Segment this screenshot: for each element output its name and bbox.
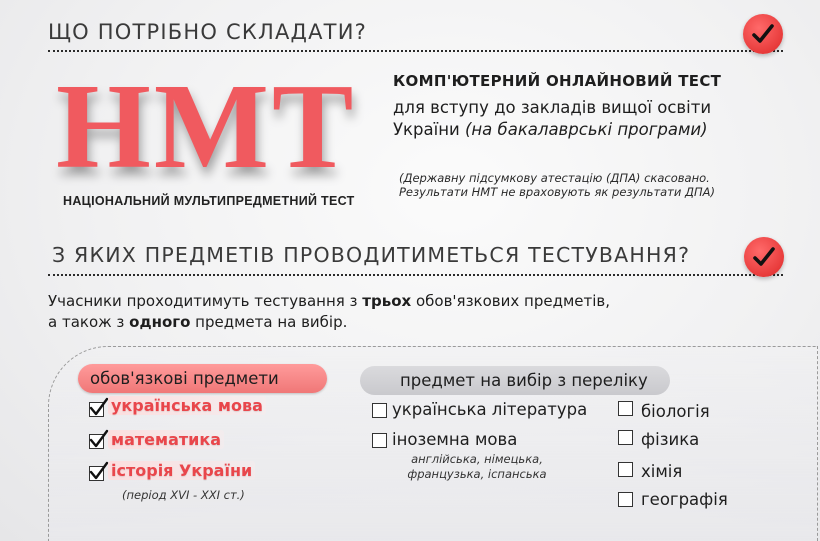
test-description-line2 xyxy=(393,119,711,141)
intro-text-part: а також з xyxy=(48,313,130,331)
foreign-languages-note xyxy=(402,452,552,482)
mandatory-subject-label: історія України xyxy=(108,461,255,480)
desc-programs: (на бакалаврські програми) xyxy=(464,120,708,139)
checkmark-icon xyxy=(743,14,783,54)
elective-subject-label: біологія xyxy=(641,402,710,421)
intro-text xyxy=(48,291,610,333)
mandatory-subjects-header: обов'язкові предмети xyxy=(78,364,327,393)
mandatory-subject-label: математика xyxy=(108,430,224,449)
elective-checkbox xyxy=(372,403,387,418)
intro-emphasis: одного xyxy=(129,313,191,331)
elective-checkbox xyxy=(618,462,633,477)
desc-country: України xyxy=(393,120,465,139)
checkmark-icon xyxy=(88,428,110,450)
elective-subject-label: географія xyxy=(641,490,728,509)
intro-line1 xyxy=(48,291,610,312)
elective-checkbox xyxy=(618,401,633,416)
intro-emphasis: трьох xyxy=(362,292,412,310)
checkmark-icon xyxy=(744,237,784,277)
elective-checkbox xyxy=(372,433,387,448)
elective-checkbox xyxy=(618,492,633,507)
test-description-line1: для вступу до закладів вищої освіти xyxy=(393,98,712,117)
elective-checkbox xyxy=(618,430,633,445)
mandatory-subject-label: українська мова xyxy=(108,396,266,415)
dpa-note-line1: (Державну підсумкову атестацію (ДПА) скасовано. xyxy=(399,171,710,185)
section-heading-what-to-take: ЩО ПОТРІБНО СКЛАДАТИ? xyxy=(48,20,367,44)
dpa-note xyxy=(399,171,715,199)
intro-text-part: Учасники проходитимуть тестування з xyxy=(48,292,363,310)
checkmark-icon xyxy=(88,460,110,482)
intro-text-part: обов'язкових предметів, xyxy=(411,292,610,310)
section-divider xyxy=(48,274,783,276)
elective-subject-label: іноземна мова xyxy=(392,430,518,449)
nmt-full-name: НАЦІОНАЛЬНИЙ МУЛЬТИПРЕДМЕТНИЙ ТЕСТ xyxy=(63,194,355,208)
intro-line2 xyxy=(48,312,610,333)
section-heading-subjects: З ЯКИХ ПРЕДМЕТІВ ПРОВОДИТИМЕТЬСЯ ТЕСТУВАННЯ? xyxy=(52,243,691,267)
elective-subject-label: хімія xyxy=(641,462,683,481)
section-divider xyxy=(48,50,783,52)
test-description xyxy=(393,97,711,141)
test-title: КОМП'ЮТЕРНИЙ ОНЛАЙНОВИЙ ТЕСТ xyxy=(393,72,722,90)
languages-line1: англійська, німецька, xyxy=(411,452,543,466)
elective-subject-label: фізика xyxy=(641,430,700,449)
languages-line2: французька, іспанська xyxy=(407,467,547,481)
dpa-note-line2: Результати НМТ не враховують як результати ДПА) xyxy=(399,185,715,199)
nmt-logo: НМТ xyxy=(56,59,357,194)
history-period-note: (період XVI - XXI ст.) xyxy=(122,488,245,502)
checkmark-icon xyxy=(88,396,110,418)
elective-subjects-header: предмет на вибір з переліку xyxy=(360,366,670,395)
elective-subject-label: українська література xyxy=(392,400,588,419)
intro-text-part: предмета на вибір. xyxy=(190,313,348,331)
